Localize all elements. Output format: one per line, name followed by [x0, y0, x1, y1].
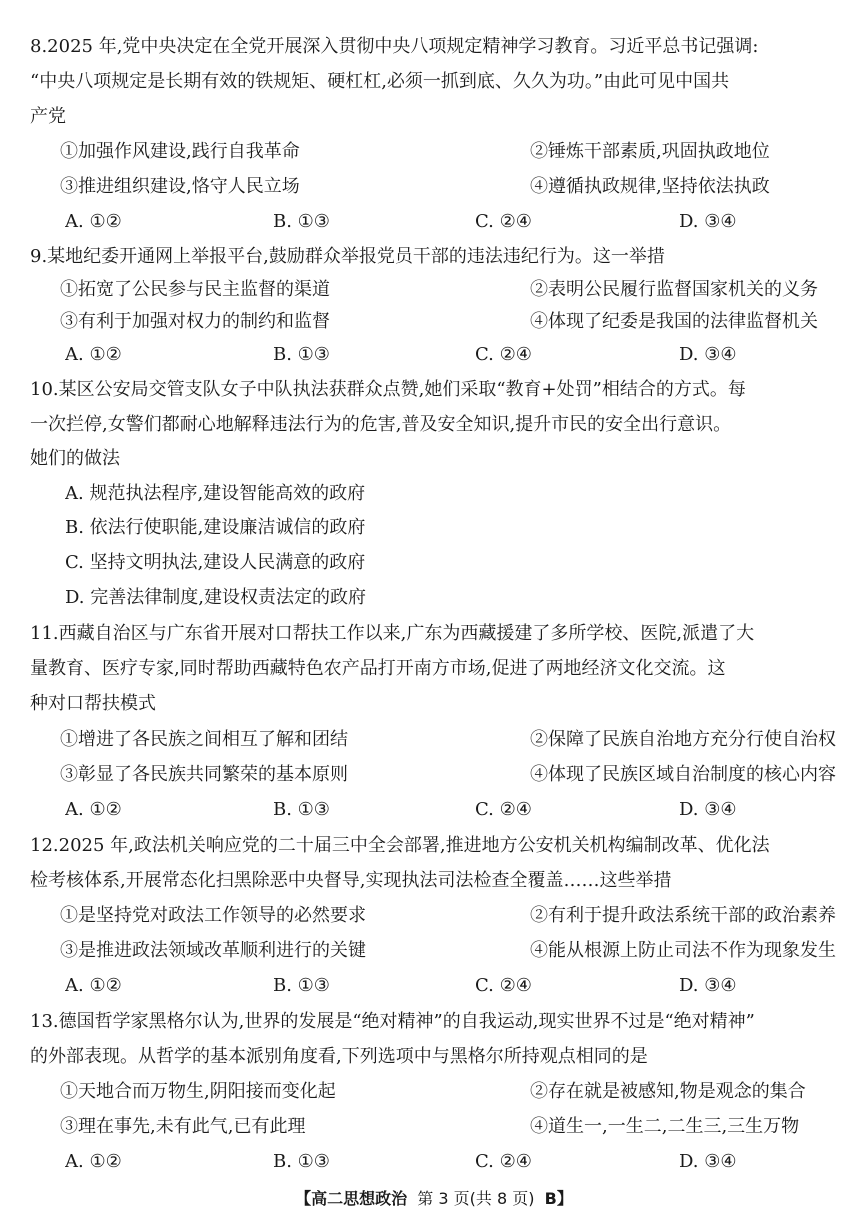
q8-item-row-2	[60, 174, 848, 200]
q12-item-4: ④能从根源上防止司法不作为现象发生	[530, 940, 836, 961]
q13-stem-line-2: 的外部表现。从哲学的基本派别角度看,下列选项中与黑格尔所持观点相同的是	[30, 1046, 648, 1067]
q8-stem-line-1: 8.2025 年,党中央决定在全党开展深入贯彻中央八项规定精神学习教育。习近平总书记强调:	[30, 36, 759, 57]
q11-option-c[interactable]: C. ②④	[475, 799, 532, 820]
q10-stem-line-3: 她们的做法	[30, 448, 120, 469]
q13-options	[65, 1149, 848, 1175]
q8-option-b[interactable]: B. ①③	[273, 211, 330, 232]
q8-item-3: ③推进组织建设,恪守人民立场	[60, 176, 300, 197]
q9-option-b[interactable]: B. ①③	[273, 344, 330, 365]
q8-item-1: ①加强作风建设,践行自我革命	[60, 141, 300, 162]
q13-item-row-1	[60, 1079, 848, 1105]
q11-stem-line-2: 量教育、医疗专家,同时帮助西藏特色农产品打开南方市场,促进了两地经济文化交流。这	[30, 658, 726, 679]
q12-item-1: ①是坚持党对政法工作领导的必然要求	[60, 905, 366, 926]
q12-item-row-1	[60, 903, 848, 929]
q11-option-b[interactable]: B. ①③	[273, 799, 330, 820]
footer-subject: 【高二思想政治	[295, 1189, 408, 1208]
q12-option-a[interactable]: A. ①②	[65, 975, 122, 996]
q10-choice-b[interactable]: B. 依法行使职能,建设廉洁诚信的政府	[65, 517, 366, 538]
q12-item-2: ②有利于提升政法系统干部的政治素养	[530, 905, 836, 926]
q12-option-c[interactable]: C. ②④	[475, 975, 532, 996]
q12-item-row-2	[60, 938, 848, 964]
q8-option-a[interactable]: A. ①②	[65, 211, 122, 232]
q13-option-c[interactable]: C. ②④	[475, 1151, 532, 1172]
q8-item-2: ②锤炼干部素质,巩固执政地位	[530, 141, 770, 162]
q10-stem-line-2: 一次拦停,女警们都耐心地解释违法行为的危害,普及安全知识,提升市民的安全出行意识。	[30, 414, 732, 435]
q8-stem-line-3: 产党	[30, 106, 66, 127]
q8-item-row-1	[60, 139, 848, 165]
q11-stem-line-3: 种对口帮扶模式	[30, 693, 156, 714]
q11-item-2: ②保障了民族自治地方充分行使自治权	[530, 729, 836, 750]
q10-choice-a[interactable]: A. 规范执法程序,建设智能高效的政府	[65, 483, 366, 504]
q11-option-a[interactable]: A. ①②	[65, 799, 122, 820]
q10-stem-line-1: 10.某区公安局交管支队女子中队执法获群众点赞,她们采取“教育+处罚”相结合的方式。每	[30, 379, 746, 400]
q13-item-2: ②存在就是被感知,物是观念的集合	[530, 1081, 806, 1102]
q13-item-row-2	[60, 1114, 848, 1140]
q11-stem-line-1: 11.西藏自治区与广东省开展对口帮扶工作以来,广东为西藏援建了多所学校、医院,派遣了大	[30, 623, 755, 644]
q13-option-d[interactable]: D. ③④	[679, 1151, 737, 1172]
q8-item-4: ④遵循执政规律,坚持依法执政	[530, 176, 770, 197]
q9-option-a[interactable]: A. ①②	[65, 344, 122, 365]
footer-version: B】	[544, 1189, 573, 1208]
q11-option-d[interactable]: D. ③④	[679, 799, 737, 820]
q8-options	[65, 209, 848, 235]
q9-item-2: ②表明公民履行监督国家机关的义务	[530, 279, 818, 300]
q13-item-3: ③理在事先,未有此气,已有此理	[60, 1116, 306, 1137]
q10-choice-d[interactable]: D. 完善法律制度,建设权责法定的政府	[65, 587, 366, 608]
q12-stem-line-2: 检考核体系,开展常态化扫黑除恶中央督导,实现执法司法检查全覆盖……这些举措	[30, 870, 672, 891]
q13-option-a[interactable]: A. ①②	[65, 1151, 122, 1172]
q9-item-4: ④体现了纪委是我国的法律监督机关	[530, 311, 818, 332]
q8-stem-line-2: “中央八项规定是长期有效的铁规矩、硬杠杠,必须一抓到底、久久为功。”由此可见中国共	[30, 71, 730, 92]
q13-item-4: ④道生一,一生二,二生三,三生万物	[530, 1116, 800, 1137]
footer-page-number: 第 3 页(共 8 页)	[417, 1189, 535, 1208]
q12-item-3: ③是推进政法领域改革顺利进行的关键	[60, 940, 366, 961]
q9-item-row-2	[60, 309, 848, 335]
q12-options	[65, 973, 848, 999]
q13-item-1: ①天地合而万物生,阴阳接而变化起	[60, 1081, 336, 1102]
q8-option-d[interactable]: D. ③④	[679, 211, 737, 232]
q11-item-row-2	[60, 762, 848, 788]
q13-stem-line-1: 13.德国哲学家黑格尔认为,世界的发展是“绝对精神”的自我运动,现实世界不过是“绝对精神”	[30, 1011, 755, 1032]
q9-item-3: ③有利于加强对权力的制约和监督	[60, 311, 330, 332]
q9-item-1: ①拓宽了公民参与民主监督的渠道	[60, 279, 330, 300]
q11-item-row-1	[60, 727, 848, 753]
q12-option-b[interactable]: B. ①③	[273, 975, 330, 996]
page-footer	[0, 1188, 868, 1210]
q8-option-c[interactable]: C. ②④	[475, 211, 532, 232]
q11-item-4: ④体现了民族区域自治制度的核心内容	[530, 764, 836, 785]
q12-stem-line-1: 12.2025 年,政法机关响应党的二十届三中全会部署,推进地方公安机关机构编制改革、优化法	[30, 835, 770, 856]
q9-option-d[interactable]: D. ③④	[679, 344, 737, 365]
q10-choice-c[interactable]: C. 坚持文明执法,建设人民满意的政府	[65, 552, 366, 573]
q11-item-1: ①增进了各民族之间相互了解和团结	[60, 729, 348, 750]
q13-option-b[interactable]: B. ①③	[273, 1151, 330, 1172]
q9-stem-line-1: 9.某地纪委开通网上举报平台,鼓励群众举报党员干部的违法违纪行为。这一举措	[30, 246, 665, 267]
q12-option-d[interactable]: D. ③④	[679, 975, 737, 996]
q11-options	[65, 797, 848, 823]
q9-item-row-1	[60, 277, 848, 303]
q11-item-3: ③彰显了各民族共同繁荣的基本原则	[60, 764, 348, 785]
q9-options	[65, 342, 848, 368]
q9-option-c[interactable]: C. ②④	[475, 344, 532, 365]
